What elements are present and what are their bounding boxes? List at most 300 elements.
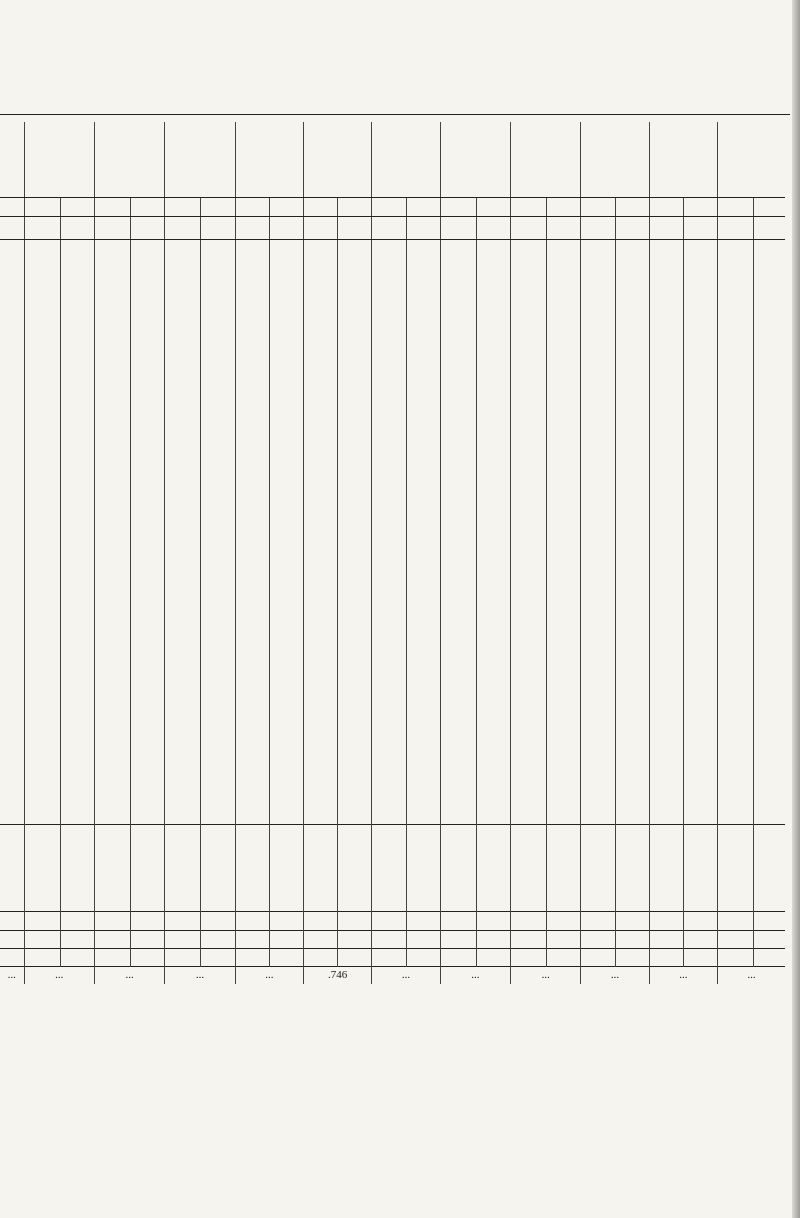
table-cell: [476, 343, 510, 360]
table-cell: [303, 584, 337, 601]
table-cell: [303, 240, 337, 258]
table-cell: [269, 217, 303, 240]
table-row: [0, 217, 785, 240]
table-cell: [406, 343, 440, 360]
table-cell: [0, 601, 24, 618]
table-cell: [615, 738, 649, 755]
table-cell: [338, 549, 372, 566]
table-row: [0, 429, 785, 446]
table-cell: [24, 930, 60, 948]
table-cell: [547, 930, 581, 948]
table-cell: [201, 567, 235, 584]
table-cell: [201, 738, 235, 755]
table-cell: [683, 773, 717, 790]
table-cell: [718, 756, 754, 773]
table-cell: [511, 498, 547, 515]
table-cell: [24, 670, 60, 687]
sex-header-cell: [94, 198, 130, 217]
table-cell: [372, 930, 406, 948]
table-cell: [615, 515, 649, 532]
table-cell: [372, 860, 406, 877]
table-cell: [131, 738, 165, 755]
table-cell: [547, 756, 581, 773]
table-cell: [372, 601, 406, 618]
table-cell: [649, 446, 683, 463]
table-cell: [547, 429, 581, 446]
table-cell: [24, 498, 60, 515]
table-cell: [615, 360, 649, 377]
table-cell: [511, 687, 547, 704]
table-cell: [718, 360, 754, 377]
table-cell: [581, 704, 615, 721]
table-cell: [165, 395, 201, 412]
table-cell: [547, 567, 581, 584]
table-cell: [303, 326, 337, 343]
table-cell: [338, 704, 372, 721]
table-cell: [0, 877, 24, 894]
table-cell: [511, 948, 547, 966]
table-cell: [24, 601, 60, 618]
table-cell: [581, 670, 615, 687]
table-cell: [754, 670, 785, 687]
table-cell: [131, 498, 165, 515]
table-cell: [440, 395, 476, 412]
table-cell: [269, 948, 303, 966]
table-cell: [649, 532, 683, 549]
table-cell: [24, 532, 60, 549]
sex-header-cell: [235, 198, 269, 217]
table-cell: [338, 670, 372, 687]
table-cell: [269, 549, 303, 566]
table-cell: [0, 549, 24, 566]
table-cell: [372, 773, 406, 790]
table-cell: [718, 930, 754, 948]
table-cell: [683, 635, 717, 652]
table-cell: [131, 217, 165, 240]
table-cell: [24, 292, 60, 309]
table-cell: [338, 240, 372, 258]
table-cell: [476, 378, 510, 395]
table-cell: [581, 948, 615, 966]
table-cell: [511, 584, 547, 601]
table-cell: [547, 738, 581, 755]
table-cell: [511, 756, 547, 773]
table-cell: [201, 807, 235, 825]
table-cell: [269, 825, 303, 843]
table-cell: [649, 738, 683, 755]
sex-header-cell: [615, 198, 649, 217]
table-cell: [547, 773, 581, 790]
table-cell: [201, 894, 235, 912]
table-row: [0, 877, 785, 894]
table-cell: [615, 240, 649, 258]
table-cell: [718, 257, 754, 274]
table-cell: [165, 429, 201, 446]
table-cell: [269, 274, 303, 291]
table-cell: [94, 257, 130, 274]
table-cell: [131, 704, 165, 721]
table-cell: [649, 807, 683, 825]
table-cell: [60, 825, 94, 843]
table-cell: [476, 584, 510, 601]
table-row: [0, 948, 785, 966]
table-cell: [511, 704, 547, 721]
table-row: [0, 773, 785, 790]
table-cell: [24, 912, 60, 930]
table-cell: [406, 412, 440, 429]
table-cell: [303, 860, 337, 877]
table-cell: [683, 292, 717, 309]
table-cell: [476, 687, 510, 704]
table-cell: [476, 360, 510, 377]
table-row: [0, 463, 785, 480]
table-cell: [165, 756, 201, 773]
table-cell: [94, 860, 130, 877]
table-cell: [440, 687, 476, 704]
table-row: [0, 756, 785, 773]
table-cell: [165, 257, 201, 274]
table-cell: [269, 635, 303, 652]
table-row: [0, 687, 785, 704]
population-row: [0, 966, 785, 984]
table-cell: [649, 721, 683, 738]
table-row: [0, 704, 785, 721]
table-cell: [235, 309, 269, 326]
table-cell: [440, 618, 476, 635]
table-cell: [754, 274, 785, 291]
table-cell: [0, 292, 24, 309]
table-cell: [440, 584, 476, 601]
table-cell: [165, 635, 201, 652]
table-cell: [683, 756, 717, 773]
table-cell: [511, 343, 547, 360]
table-cell: [754, 687, 785, 704]
table-cell: [615, 912, 649, 930]
table-cell: [94, 567, 130, 584]
table-row: [0, 549, 785, 566]
table-cell: [406, 257, 440, 274]
table-cell: [269, 446, 303, 463]
table-row: [0, 532, 785, 549]
table-cell: [649, 257, 683, 274]
table-cell: [303, 463, 337, 480]
table-cell: [338, 343, 372, 360]
table-cell: [440, 217, 476, 240]
table-cell: [269, 843, 303, 860]
table-cell: [372, 429, 406, 446]
table-cell: [683, 463, 717, 480]
table-cell: [94, 601, 130, 618]
table-cell: [235, 930, 269, 948]
table-cell: [683, 567, 717, 584]
table-cell: [269, 584, 303, 601]
table-cell: [649, 653, 683, 670]
table-cell: [338, 274, 372, 291]
table-cell: [511, 930, 547, 948]
table-cell: [754, 217, 785, 240]
table-cell: [165, 704, 201, 721]
table-cell: [165, 912, 201, 930]
table-cell: [201, 532, 235, 549]
table-cell: [201, 948, 235, 966]
table-row: [0, 738, 785, 755]
table-cell: [0, 515, 24, 532]
table-cell: [338, 860, 372, 877]
table-cell: [235, 653, 269, 670]
table-cell: [476, 670, 510, 687]
table-cell: [754, 515, 785, 532]
table-cell: [406, 498, 440, 515]
district-header: [235, 122, 303, 198]
table-cell: [0, 825, 24, 843]
table-cell: [94, 704, 130, 721]
table-cell: [581, 309, 615, 326]
table-cell: [269, 738, 303, 755]
table-cell: [235, 618, 269, 635]
table-cell: [683, 584, 717, 601]
table-cell: [718, 825, 754, 843]
table-cell: [649, 930, 683, 948]
table-cell: [649, 687, 683, 704]
table-cell: [338, 481, 372, 498]
table-cell: [94, 412, 130, 429]
table-cell: [131, 584, 165, 601]
district-header: [372, 122, 440, 198]
table-cell: [754, 326, 785, 343]
table-cell: [235, 756, 269, 773]
table-cell: [754, 738, 785, 755]
table-cell: [235, 877, 269, 894]
table-cell: [754, 395, 785, 412]
table-cell: [511, 515, 547, 532]
table-cell: [60, 773, 94, 790]
table-cell: [718, 446, 754, 463]
table-cell: [547, 532, 581, 549]
table-cell: [235, 825, 269, 843]
table-cell: [649, 549, 683, 566]
sex-header-cell: [718, 198, 754, 217]
table-row: [0, 378, 785, 395]
table-cell: [165, 618, 201, 635]
table-cell: [718, 549, 754, 566]
table-cell: [60, 756, 94, 773]
table-cell: [372, 395, 406, 412]
table-cell: [683, 687, 717, 704]
table-cell: [201, 704, 235, 721]
table-cell: [338, 912, 372, 930]
table-cell: [201, 549, 235, 566]
table-cell: [24, 860, 60, 877]
table-cell: [24, 446, 60, 463]
table-cell: [338, 843, 372, 860]
table-cell: [511, 360, 547, 377]
table-cell: [754, 948, 785, 966]
table-cell: [131, 825, 165, 843]
table-cell: [94, 877, 130, 894]
table-cell: [649, 601, 683, 618]
table-cell: [649, 429, 683, 446]
table-cell: [60, 274, 94, 291]
table-cell: [476, 309, 510, 326]
table-cell: [718, 532, 754, 549]
table-cell: [581, 274, 615, 291]
table-cell: [235, 326, 269, 343]
table-cell: [94, 446, 130, 463]
table-cell: [547, 292, 581, 309]
table-cell: [201, 463, 235, 480]
table-cell: [60, 429, 94, 446]
table-cell: [0, 807, 24, 825]
table-cell: [754, 860, 785, 877]
table-cell: [303, 825, 337, 843]
table-cell: [649, 463, 683, 480]
table-cell: [476, 843, 510, 860]
table-cell: [615, 843, 649, 860]
table-cell: [754, 618, 785, 635]
table-cell: [372, 653, 406, 670]
table-cell: [754, 704, 785, 721]
table-cell: [201, 756, 235, 773]
table-cell: [547, 498, 581, 515]
table-cell: [649, 635, 683, 652]
table-cell: [754, 446, 785, 463]
table-cell: [0, 912, 24, 930]
table-cell: [165, 378, 201, 395]
table-cell: [0, 343, 24, 360]
table-cell: [615, 549, 649, 566]
table-cell: [0, 738, 24, 755]
table-cell: [24, 948, 60, 966]
table-cell: [511, 894, 547, 912]
table-cell: [440, 360, 476, 377]
table-row: [0, 601, 785, 618]
table-cell: [0, 687, 24, 704]
table-cell: [235, 687, 269, 704]
table-cell: [94, 670, 130, 687]
table-cell: [754, 240, 785, 258]
table-cell: [440, 549, 476, 566]
table-cell: [131, 274, 165, 291]
table-cell: [269, 773, 303, 790]
table-cell: [754, 584, 785, 601]
table-cell: [131, 309, 165, 326]
table-cell: [372, 274, 406, 291]
table-cell: [440, 532, 476, 549]
table-cell: [440, 257, 476, 274]
table-cell: [269, 877, 303, 894]
table-cell: [406, 825, 440, 843]
table-cell: [511, 532, 547, 549]
table-cell: [269, 463, 303, 480]
page-header: [0, 0, 800, 120]
table-cell: [24, 395, 60, 412]
table-cell: [269, 930, 303, 948]
table-cell: [718, 217, 754, 240]
table-cell: [201, 877, 235, 894]
table-cell: [94, 843, 130, 860]
table-cell: [303, 930, 337, 948]
table-cell: [511, 635, 547, 652]
table-cell: [60, 217, 94, 240]
table-cell: [718, 670, 754, 687]
table-cell: [60, 549, 94, 566]
table-cell: [165, 877, 201, 894]
population-cell: ...: [511, 966, 581, 984]
table-cell: [547, 515, 581, 532]
table-cell: [94, 343, 130, 360]
district-header: [718, 122, 785, 198]
table-cell: [754, 549, 785, 566]
sex-header-cell: [269, 198, 303, 217]
table-cell: [338, 894, 372, 912]
table-cell: [60, 395, 94, 412]
table-cell: [303, 894, 337, 912]
table-cell: [440, 498, 476, 515]
table-cell: [615, 704, 649, 721]
table-cell: [201, 843, 235, 860]
table-cell: [60, 635, 94, 652]
table-cell: [303, 790, 337, 807]
table-cell: [406, 756, 440, 773]
district-header: [165, 122, 235, 198]
table-cell: [649, 704, 683, 721]
table-cell: [24, 567, 60, 584]
table-cell: [440, 515, 476, 532]
table-cell: [235, 446, 269, 463]
table-cell: [94, 948, 130, 966]
table-cell: [547, 343, 581, 360]
table-row: [0, 930, 785, 948]
table-cell: [615, 877, 649, 894]
table-cell: [440, 240, 476, 258]
table-cell: [235, 773, 269, 790]
table-cell: [372, 567, 406, 584]
table-cell: [60, 532, 94, 549]
table-cell: [754, 481, 785, 498]
table-cell: [476, 807, 510, 825]
table-cell: [649, 481, 683, 498]
table-cell: [303, 912, 337, 930]
table-cell: [94, 825, 130, 843]
table-cell: [547, 601, 581, 618]
table-cell: [406, 618, 440, 635]
table-cell: [511, 721, 547, 738]
table-cell: [406, 843, 440, 860]
table-cell: [547, 721, 581, 738]
table-cell: [303, 532, 337, 549]
table-cell: [338, 463, 372, 480]
table-cell: [60, 343, 94, 360]
sex-header-cell: [338, 198, 372, 217]
table-cell: [60, 687, 94, 704]
table-cell: [511, 790, 547, 807]
table-cell: [60, 584, 94, 601]
table-cell: [476, 217, 510, 240]
table-cell: [24, 549, 60, 566]
table-cell: [754, 894, 785, 912]
table-cell: [754, 429, 785, 446]
table-cell: [581, 635, 615, 652]
table-cell: [235, 463, 269, 480]
table-cell: [406, 463, 440, 480]
table-cell: [24, 807, 60, 825]
table-cell: [547, 326, 581, 343]
table-cell: [547, 309, 581, 326]
table-cell: [406, 240, 440, 258]
sex-header-cell: [683, 198, 717, 217]
table-cell: [24, 653, 60, 670]
table-cell: [615, 584, 649, 601]
